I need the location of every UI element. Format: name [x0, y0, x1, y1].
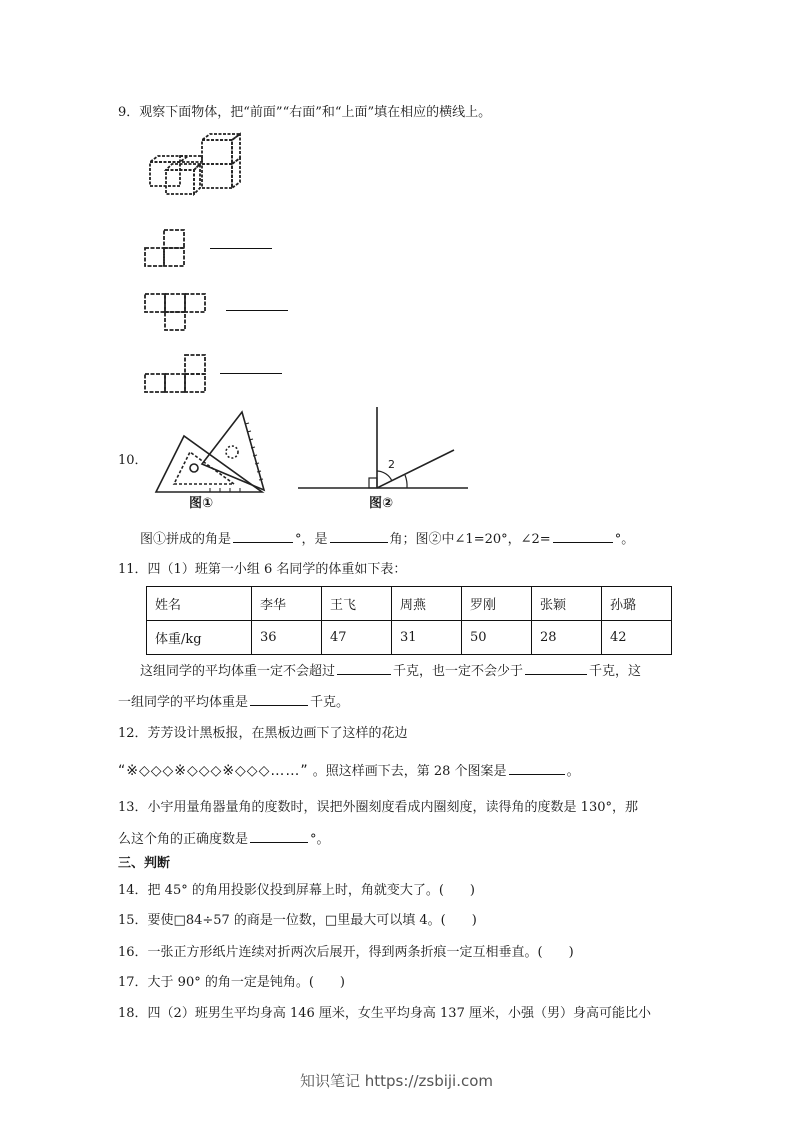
q12-text: 12．芳芳设计黑板报，在黑板边画下了这样的花边: [118, 726, 408, 741]
section-heading: 三、判断: [118, 856, 171, 871]
footer-watermark: 知识笔记 https://zsbiji.com: [299, 1072, 494, 1090]
table-cell: 李华: [252, 587, 322, 621]
weight-table: [146, 586, 672, 655]
figure-1-label: 图①: [189, 496, 214, 511]
q10-blank-3[interactable]: [553, 530, 613, 543]
table-cell: 孙璐: [602, 587, 672, 621]
view-figure-1: [142, 227, 188, 269]
q11-s5: 千克。: [310, 695, 350, 710]
cube-object-figure: [140, 130, 250, 200]
q12-s1: 。照这样画下去，第 28 个图案是: [312, 764, 507, 779]
view-figure-3: [142, 352, 210, 396]
q13-line-2: [118, 830, 330, 849]
q10-number: 10．: [118, 453, 148, 468]
q13-line-1: 13．小宇用量角器量角的度数时，误把外圈刻度看成内圈刻度，读得角的度数是 130°，那: [118, 800, 638, 815]
table-cell: 罗刚: [462, 587, 532, 621]
angle-2-mark: 2: [388, 458, 395, 471]
table-cell: 50: [462, 621, 532, 655]
q18-text: 18．四（2）班男生平均身高 146 厘米，女生平均身高 137 厘米，小强（男）身高可能比小: [118, 1006, 651, 1021]
q10-text-c: 角；图②中∠1=20°，∠2=: [389, 532, 551, 547]
q11-s1: 这组同学的平均体重一定不会超过: [140, 664, 336, 679]
view-2-answer-blank[interactable]: [226, 298, 288, 311]
q13-text-b: °。: [310, 832, 330, 847]
q12-s2: 。: [566, 764, 580, 779]
q16-text: 16．一张正方形纸片连续对折两次后展开，得到两条折痕一定互相垂直。( ): [118, 945, 574, 960]
q12-blank[interactable]: [509, 762, 565, 775]
table-cell: 体重/kg: [147, 621, 252, 655]
q11-text: 11．四（1）班第一小组 6 名同学的体重如下表：: [118, 562, 407, 577]
table-cell: 28: [532, 621, 602, 655]
figure-2-label: 图②: [369, 496, 394, 511]
view-3-answer-blank[interactable]: [220, 361, 282, 374]
q11-blank-2[interactable]: [525, 662, 587, 675]
table-cell: 47: [322, 621, 392, 655]
q11-s4: 一组同学的平均体重是: [118, 695, 249, 710]
table-cell: 周燕: [392, 587, 462, 621]
q11-blank-1[interactable]: [337, 662, 391, 675]
q10-question-line: [140, 530, 634, 549]
q17-text: 17．大于 90° 的角一定是钝角。( ): [118, 975, 345, 990]
q12-pattern: “※◇◇◇※◇◇◇※◇◇◇……”: [118, 763, 309, 779]
view-1-answer-blank[interactable]: [210, 236, 272, 249]
q10-text-a: 图①拼成的角是: [140, 532, 232, 547]
q12-pattern-line: [118, 762, 580, 781]
table-cell: 王飞: [322, 587, 392, 621]
q10-blank-2[interactable]: [330, 530, 388, 543]
q14-text: 14．把 45° 的角用投影仪投到屏幕上时，角就变大了。( ): [118, 883, 475, 898]
q10-text-b: °，是: [295, 532, 328, 547]
q10-text-d: °。: [614, 532, 635, 547]
angles-figure: [296, 405, 472, 495]
table-cell: 姓名: [147, 587, 252, 621]
table-row: [147, 587, 672, 621]
q13-text-a: 么这个角的正确度数是: [118, 832, 249, 847]
q11-sentence-1: [140, 662, 641, 681]
table-cell: 31: [392, 621, 462, 655]
table-cell: 36: [252, 621, 322, 655]
q11-s3: 千克，这: [589, 664, 642, 679]
q9-text: 9．观察下面物体，把“前面”“右面”和“上面”填在相应的横线上。: [118, 105, 492, 120]
q10-blank-1[interactable]: [233, 530, 293, 543]
q15-text: 15．要使□84÷57 的商是一位数，□里最大可以填 4。( ): [118, 913, 477, 928]
table-cell: 42: [602, 621, 672, 655]
table-cell: 张颖: [532, 587, 602, 621]
q13-blank[interactable]: [250, 830, 308, 843]
table-row: [147, 621, 672, 655]
q11-blank-3[interactable]: [250, 693, 308, 706]
q11-s2: 千克，也一定不会少于: [393, 664, 524, 679]
q11-sentence-2: [118, 693, 349, 712]
view-figure-2: [142, 291, 208, 333]
